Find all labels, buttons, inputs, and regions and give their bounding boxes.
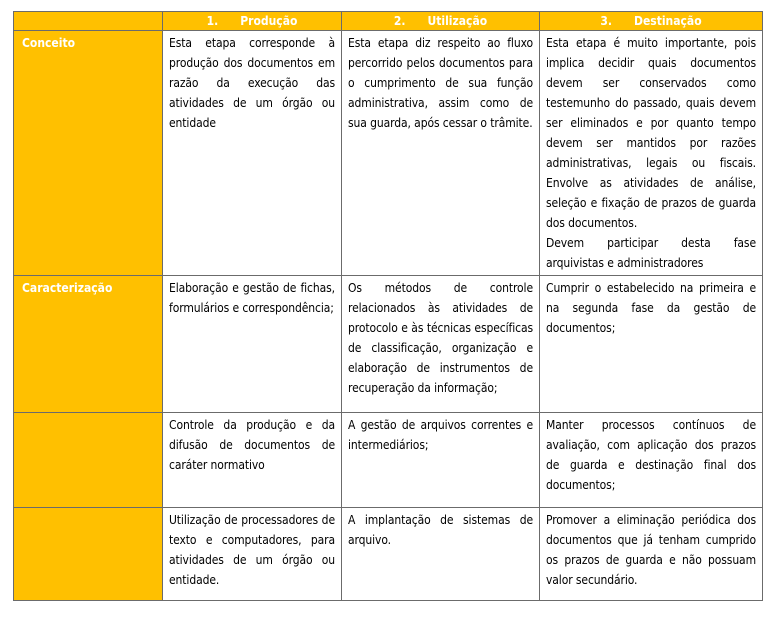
header-utilizacao-label: Utilização xyxy=(427,14,488,28)
cell-row3-producao: Controle da produção e da difusão de documentos de caráter normativo xyxy=(163,413,342,508)
table-row xyxy=(14,413,763,508)
destinacao-participants: Devem participar desta fase arquivistas e administradores xyxy=(546,236,756,270)
cell-caracterizacao-utilizacao: Os métodos de controle relacionados às atividades de protocolo e às técnicas específicas de classificação, organização e elaboração de instrumentos de recuperação da informação; xyxy=(342,276,540,413)
cell-conceito-destinacao xyxy=(540,31,763,276)
cell-row4-destinacao: Promover a eliminação periódica dos documentos que já tenham cumprido os prazos de guarda e não possuam valor secundário. xyxy=(540,508,763,601)
cell-row4-utilizacao: A implantação de sistemas de arquivo. xyxy=(342,508,540,601)
table-row xyxy=(14,31,763,276)
cell-caracterizacao-destinacao: Cumprir o estabelecido na primeira e na segunda fase da gestão de documentos; xyxy=(540,276,763,413)
cell-conceito-producao: Esta etapa corresponde à produção dos documentos em razão da execução das atividades de um órgão ou entidade xyxy=(163,31,342,276)
header-destinacao-label: Destinação xyxy=(633,14,702,28)
destinacao-description: Esta etapa é muito importante, pois implica decidir quais documentos devem ser conservados como testemunho do passado, quais devem ser eliminados e por quanto tempo devem ser mantidos por razões administrativas, legais ou fiscais. Envolve as atividades de análise, seleção e fixação de prazos de guarda dos documentos. xyxy=(546,36,756,230)
header-empty-cell xyxy=(14,12,163,31)
table-row xyxy=(14,508,763,601)
cell-row3-destinacao: Manter processos contínuos de avaliação, com aplicação dos prazos de guarda e destinação final dos documentos; xyxy=(540,413,763,508)
cell-caracterizacao-producao: Elaboração e gestão de fichas, formulários e correspondência; xyxy=(163,276,342,413)
cell-row3-utilizacao: A gestão de arquivos correntes e intermediários; xyxy=(342,413,540,508)
row-label-caracterizacao: Caracterização xyxy=(14,276,163,413)
row-label-empty xyxy=(14,508,163,601)
header-utilizacao: 2. Utilização xyxy=(342,12,540,31)
header-destinacao: 3. Destinação xyxy=(540,12,763,31)
document-lifecycle-table xyxy=(13,11,763,601)
cell-row4-producao: Utilização de processadores de texto e computadores, para atividades de um órgão ou entidade. xyxy=(163,508,342,601)
row-label-conceito: Conceito xyxy=(14,31,163,276)
cell-conceito-utilizacao: Esta etapa diz respeito ao fluxo percorrido pelos documentos para o cumprimento de sua função administrativa, assim como de sua guarda, após cessar o trâmite. xyxy=(342,31,540,276)
header-producao-label: Produção xyxy=(240,14,298,28)
row-label-empty xyxy=(14,413,163,508)
header-row xyxy=(14,12,763,31)
header-producao: 1. Produção xyxy=(163,12,342,31)
table-row xyxy=(14,276,763,413)
